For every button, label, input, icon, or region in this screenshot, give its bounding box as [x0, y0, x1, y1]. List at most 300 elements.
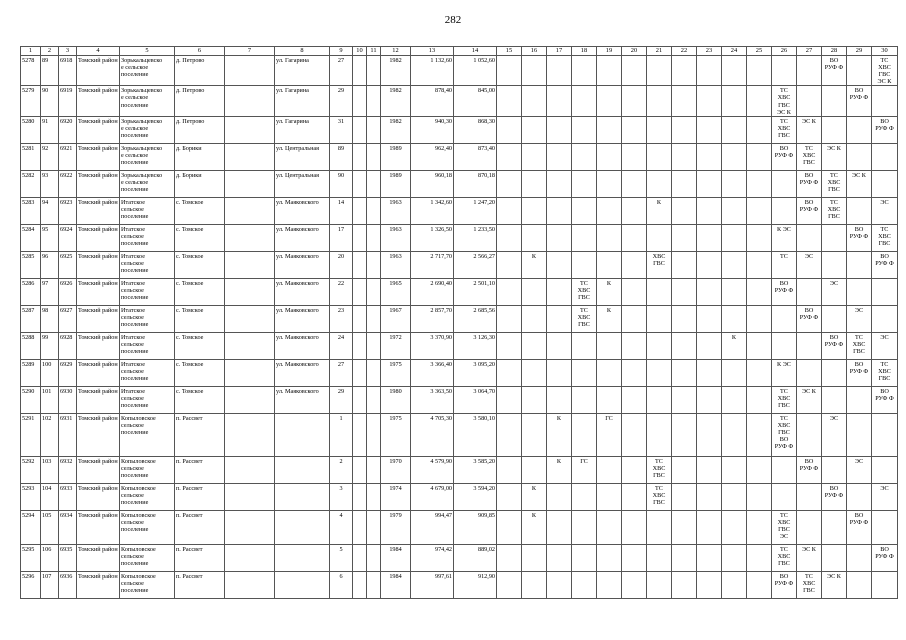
table-cell: [497, 332, 522, 359]
table-cell: 6932: [59, 456, 77, 483]
column-number: 24: [722, 47, 747, 56]
table-cell: Томский район: [77, 197, 120, 224]
table-cell: [497, 116, 522, 143]
table-cell: 2 857,70: [411, 305, 454, 332]
table-cell: [797, 278, 822, 305]
table-cell: 1 342,60: [411, 197, 454, 224]
table-cell: [367, 386, 381, 413]
table-cell: 974,42: [411, 544, 454, 571]
table-cell: [225, 386, 275, 413]
table-cell: [522, 332, 547, 359]
table-cell: [522, 359, 547, 386]
table-cell: [597, 483, 622, 510]
table-cell: 105: [41, 510, 59, 544]
table-cell: 1984: [381, 544, 411, 571]
table-cell: [597, 571, 622, 598]
table-cell: 5: [330, 544, 353, 571]
table-cell: Томский район: [77, 544, 120, 571]
table-cell: [522, 305, 547, 332]
table-cell: [722, 278, 747, 305]
table-cell: [497, 413, 522, 456]
table-cell: [547, 386, 572, 413]
table-row: [21, 86, 898, 116]
table-cell: 6: [330, 571, 353, 598]
table-cell: ТС ХВС ГВС: [847, 332, 872, 359]
table-cell: К: [522, 483, 547, 510]
table-cell: ТС ХВС ГВС ЭС: [772, 510, 797, 544]
table-cell: 17: [330, 224, 353, 251]
table-cell: [672, 483, 697, 510]
table-cell: [353, 544, 367, 571]
table-cell: [572, 56, 597, 86]
table-cell: Томский район: [77, 251, 120, 278]
table-cell: К: [522, 251, 547, 278]
table-cell: [797, 413, 822, 456]
table-cell: 6930: [59, 386, 77, 413]
table-cell: 6923: [59, 197, 77, 224]
table-cell: с. Томское: [175, 197, 225, 224]
table-cell: ТС ХВС ГВС: [772, 544, 797, 571]
column-number: 12: [381, 47, 411, 56]
table-cell: [547, 86, 572, 116]
table-cell: [572, 86, 597, 116]
table-cell: [547, 56, 572, 86]
table-cell: 1972: [381, 332, 411, 359]
table-cell: 92: [41, 143, 59, 170]
table-cell: 5285: [21, 251, 41, 278]
table-cell: [747, 456, 772, 483]
table-cell: [772, 197, 797, 224]
table-cell: 5289: [21, 359, 41, 386]
table-cell: 845,00: [454, 86, 497, 116]
table-cell: [497, 359, 522, 386]
table-cell: [497, 483, 522, 510]
table-cell: ВО РУФ Ф: [847, 86, 872, 116]
table-cell: Зорькальцевско е сельское поселение: [120, 116, 175, 143]
table-cell: ул. Маяковского: [275, 251, 330, 278]
table-cell: ЭС К: [797, 386, 822, 413]
table-cell: [722, 413, 747, 456]
table-cell: 5292: [21, 456, 41, 483]
table-cell: [722, 386, 747, 413]
column-number: 19: [597, 47, 622, 56]
table-row: [21, 332, 898, 359]
table-cell: с. Томское: [175, 386, 225, 413]
table-cell: ул. Маяковского: [275, 359, 330, 386]
table-cell: [622, 116, 647, 143]
table-cell: [572, 170, 597, 197]
table-cell: ЭС: [847, 456, 872, 483]
table-cell: Томский район: [77, 224, 120, 251]
table-cell: К: [547, 413, 572, 456]
table-cell: 6926: [59, 278, 77, 305]
table-cell: 6935: [59, 544, 77, 571]
table-cell: 22: [330, 278, 353, 305]
table-cell: Томский район: [77, 386, 120, 413]
table-cell: [497, 224, 522, 251]
table-cell: ВО РУФ Ф: [872, 251, 898, 278]
table-cell: [847, 116, 872, 143]
column-number: 2: [41, 47, 59, 56]
table-cell: [522, 544, 547, 571]
table-cell: ВО РУФ Ф: [822, 483, 847, 510]
table-cell: [547, 332, 572, 359]
table-cell: [367, 86, 381, 116]
table-cell: ул. Гагарина: [275, 56, 330, 86]
page-number: 282: [444, 14, 462, 26]
table-cell: [522, 56, 547, 86]
table-cell: [797, 224, 822, 251]
table-cell: ЭС: [872, 332, 898, 359]
table-cell: [353, 251, 367, 278]
table-cell: 1963: [381, 197, 411, 224]
table-cell: 27: [330, 56, 353, 86]
table-row: [21, 278, 898, 305]
column-number: 25: [747, 47, 772, 56]
table-cell: ВО РУФ Ф: [872, 544, 898, 571]
table-cell: ВО РУФ Ф: [772, 143, 797, 170]
table-cell: [353, 224, 367, 251]
table-cell: ТС ХВС ГВС ЭС К: [772, 86, 797, 116]
table-row: [21, 224, 898, 251]
table-cell: 5283: [21, 197, 41, 224]
table-row: [21, 170, 898, 197]
table-cell: [772, 56, 797, 86]
table-cell: [522, 571, 547, 598]
table-cell: К ЭС: [772, 359, 797, 386]
table-cell: ул. Гагарина: [275, 86, 330, 116]
table-cell: ТС: [772, 251, 797, 278]
table-cell: К: [522, 510, 547, 544]
table-cell: 89: [41, 56, 59, 86]
table-cell: Итатское сельское поселение: [120, 278, 175, 305]
table-cell: [353, 359, 367, 386]
column-number: 30: [872, 47, 898, 56]
table-cell: [697, 571, 722, 598]
table-cell: [225, 86, 275, 116]
table-cell: [672, 332, 697, 359]
table-cell: 2: [330, 456, 353, 483]
table-cell: 1982: [381, 86, 411, 116]
table-cell: Томский район: [77, 456, 120, 483]
table-cell: 1 132,60: [411, 56, 454, 86]
table-cell: [647, 170, 672, 197]
table-cell: [547, 170, 572, 197]
table-cell: Итатское сельское поселение: [120, 386, 175, 413]
table-cell: [367, 510, 381, 544]
table-cell: ул. Центральная: [275, 170, 330, 197]
table-cell: 6929: [59, 359, 77, 386]
table-cell: [822, 224, 847, 251]
table-cell: 5287: [21, 305, 41, 332]
table-cell: [647, 571, 672, 598]
table-cell: 3: [330, 483, 353, 510]
table-cell: [722, 116, 747, 143]
table-cell: 1989: [381, 170, 411, 197]
table-cell: 89: [330, 143, 353, 170]
table-cell: [697, 386, 722, 413]
table-cell: [647, 510, 672, 544]
table-cell: [622, 359, 647, 386]
table-cell: [822, 456, 847, 483]
table-cell: [597, 224, 622, 251]
column-number: 6: [175, 47, 225, 56]
table-cell: п. Рассвет: [175, 456, 225, 483]
table-cell: [697, 197, 722, 224]
table-cell: ЭС: [822, 278, 847, 305]
table-cell: К ЭС: [772, 224, 797, 251]
table-cell: ЭС: [872, 197, 898, 224]
table-cell: 3 363,50: [411, 386, 454, 413]
table-cell: [822, 305, 847, 332]
table-cell: [367, 359, 381, 386]
table-cell: [597, 456, 622, 483]
table-cell: [722, 86, 747, 116]
column-number: 4: [77, 47, 120, 56]
table-cell: 4 579,90: [411, 456, 454, 483]
table-cell: 994,47: [411, 510, 454, 544]
table-cell: ТС ХВС ГВС: [872, 224, 898, 251]
table-cell: Томский район: [77, 359, 120, 386]
table-cell: 1 326,50: [411, 224, 454, 251]
table-cell: [722, 170, 747, 197]
table-cell: [225, 483, 275, 510]
table-cell: 5280: [21, 116, 41, 143]
table-cell: 6936: [59, 571, 77, 598]
table-cell: ВО РУФ Ф: [822, 56, 847, 86]
table-cell: [672, 86, 697, 116]
table-cell: [522, 386, 547, 413]
table-cell: 1 247,20: [454, 197, 497, 224]
table-cell: [547, 359, 572, 386]
table-cell: 5296: [21, 571, 41, 598]
table-cell: [822, 116, 847, 143]
table-cell: 3 585,20: [454, 456, 497, 483]
table-cell: [547, 544, 572, 571]
table-cell: К: [647, 197, 672, 224]
table-cell: [872, 278, 898, 305]
table-cell: [697, 170, 722, 197]
table-cell: [772, 305, 797, 332]
table-cell: [547, 251, 572, 278]
table-cell: 94: [41, 197, 59, 224]
table-cell: с. Томское: [175, 305, 225, 332]
table-cell: 5290: [21, 386, 41, 413]
table-cell: 870,18: [454, 170, 497, 197]
table-cell: [672, 116, 697, 143]
table-cell: 4 679,00: [411, 483, 454, 510]
table-cell: д. Борики: [175, 143, 225, 170]
table-cell: [572, 386, 597, 413]
table-cell: [647, 116, 672, 143]
table-cell: [647, 305, 672, 332]
table-cell: 1963: [381, 224, 411, 251]
table-cell: [367, 116, 381, 143]
table-cell: [672, 197, 697, 224]
table-cell: ВО РУФ Ф: [847, 224, 872, 251]
table-cell: [353, 483, 367, 510]
table-row: [21, 571, 898, 598]
table-cell: [672, 305, 697, 332]
table-cell: [722, 571, 747, 598]
table-cell: д. Петрово: [175, 56, 225, 86]
table-cell: [722, 143, 747, 170]
table-cell: [497, 456, 522, 483]
table-cell: 5293: [21, 483, 41, 510]
table-cell: [622, 483, 647, 510]
table-cell: 1989: [381, 143, 411, 170]
table-cell: [622, 86, 647, 116]
table-cell: Копыловское сельское поселение: [120, 571, 175, 598]
table-cell: 5295: [21, 544, 41, 571]
table-cell: ГС: [572, 456, 597, 483]
table-cell: [672, 56, 697, 86]
table-cell: Томский район: [77, 116, 120, 143]
table-cell: [353, 56, 367, 86]
table-cell: [697, 332, 722, 359]
table-row: [21, 510, 898, 544]
table-cell: [797, 332, 822, 359]
table-row: [21, 143, 898, 170]
table-cell: [367, 56, 381, 86]
table-cell: ул. Маяковского: [275, 332, 330, 359]
table-cell: [367, 483, 381, 510]
table-cell: [747, 224, 772, 251]
table-cell: 104: [41, 483, 59, 510]
table-cell: [275, 571, 330, 598]
table-cell: [497, 86, 522, 116]
table-cell: 24: [330, 332, 353, 359]
table-cell: [822, 359, 847, 386]
table-cell: [522, 197, 547, 224]
table-cell: 1967: [381, 305, 411, 332]
table-cell: ЭС: [872, 483, 898, 510]
table-cell: 5284: [21, 224, 41, 251]
table-cell: ТС ХВС ГВС ВО РУФ Ф: [772, 413, 797, 456]
table-cell: [747, 251, 772, 278]
table-cell: [547, 571, 572, 598]
table-cell: Копыловское сельское поселение: [120, 544, 175, 571]
table-cell: Томский район: [77, 483, 120, 510]
table-cell: [647, 224, 672, 251]
table-cell: с. Томское: [175, 278, 225, 305]
table-cell: 1984: [381, 571, 411, 598]
table-cell: Итатское сельское поселение: [120, 251, 175, 278]
table-row: [21, 413, 898, 456]
table-cell: 1975: [381, 413, 411, 456]
table-cell: [225, 571, 275, 598]
column-number: 23: [697, 47, 722, 56]
table-cell: 912,90: [454, 571, 497, 598]
column-number: 11: [367, 47, 381, 56]
table-cell: [367, 332, 381, 359]
table-cell: [847, 413, 872, 456]
table-cell: 5281: [21, 143, 41, 170]
table-cell: [747, 56, 772, 86]
table-cell: [622, 224, 647, 251]
table-cell: [597, 544, 622, 571]
table-cell: 3 366,40: [411, 359, 454, 386]
table-cell: ул. Центральная: [275, 143, 330, 170]
table-cell: [522, 456, 547, 483]
table-cell: [367, 305, 381, 332]
table-cell: [872, 510, 898, 544]
table-cell: 3 594,20: [454, 483, 497, 510]
table-cell: Итатское сельское поселение: [120, 197, 175, 224]
table-cell: [697, 359, 722, 386]
table-cell: 29: [330, 386, 353, 413]
table-cell: [772, 483, 797, 510]
table-cell: ул. Маяковского: [275, 386, 330, 413]
table-cell: [647, 278, 672, 305]
table-cell: [672, 224, 697, 251]
table-cell: 6918: [59, 56, 77, 86]
table-cell: [872, 86, 898, 116]
table-header-row: [21, 47, 898, 56]
table-cell: [622, 571, 647, 598]
table-cell: [597, 86, 622, 116]
table-cell: 909,85: [454, 510, 497, 544]
table-cell: [747, 544, 772, 571]
table-cell: [367, 251, 381, 278]
table-cell: с. Томское: [175, 224, 225, 251]
table-cell: [722, 456, 747, 483]
table-cell: ВО РУФ Ф: [847, 359, 872, 386]
table-cell: [847, 544, 872, 571]
table-cell: ЭС: [822, 413, 847, 456]
table-cell: ул. Маяковского: [275, 278, 330, 305]
table-cell: [522, 413, 547, 456]
table-cell: [353, 510, 367, 544]
table-row: [21, 456, 898, 483]
column-number: 28: [822, 47, 847, 56]
table-cell: [747, 332, 772, 359]
table-cell: [622, 510, 647, 544]
column-number: 22: [672, 47, 697, 56]
table-cell: 4 705,30: [411, 413, 454, 456]
table-cell: 1: [330, 413, 353, 456]
table-cell: [672, 544, 697, 571]
table-cell: 878,40: [411, 86, 454, 116]
table-cell: 1982: [381, 56, 411, 86]
table-cell: 6931: [59, 413, 77, 456]
table-cell: 5294: [21, 510, 41, 544]
table-cell: [367, 413, 381, 456]
table-cell: [622, 386, 647, 413]
table-cell: [622, 278, 647, 305]
table-cell: Томский район: [77, 86, 120, 116]
table-cell: [622, 332, 647, 359]
table-cell: 2 717,70: [411, 251, 454, 278]
table-cell: 107: [41, 571, 59, 598]
table-cell: 95: [41, 224, 59, 251]
table-cell: ТС ХВС ГВС: [822, 170, 847, 197]
table-cell: 1974: [381, 483, 411, 510]
table-cell: ВО РУФ Ф: [797, 456, 822, 483]
table-cell: ТС ХВС ГВС: [797, 571, 822, 598]
table-cell: д. Борики: [175, 170, 225, 197]
table-cell: [747, 510, 772, 544]
table-cell: [572, 571, 597, 598]
table-cell: [497, 143, 522, 170]
table-cell: [847, 278, 872, 305]
table-cell: 1982: [381, 116, 411, 143]
table-cell: [367, 544, 381, 571]
table-cell: [622, 197, 647, 224]
column-number: 26: [772, 47, 797, 56]
table-cell: Томский район: [77, 510, 120, 544]
table-cell: ул. Маяковского: [275, 305, 330, 332]
